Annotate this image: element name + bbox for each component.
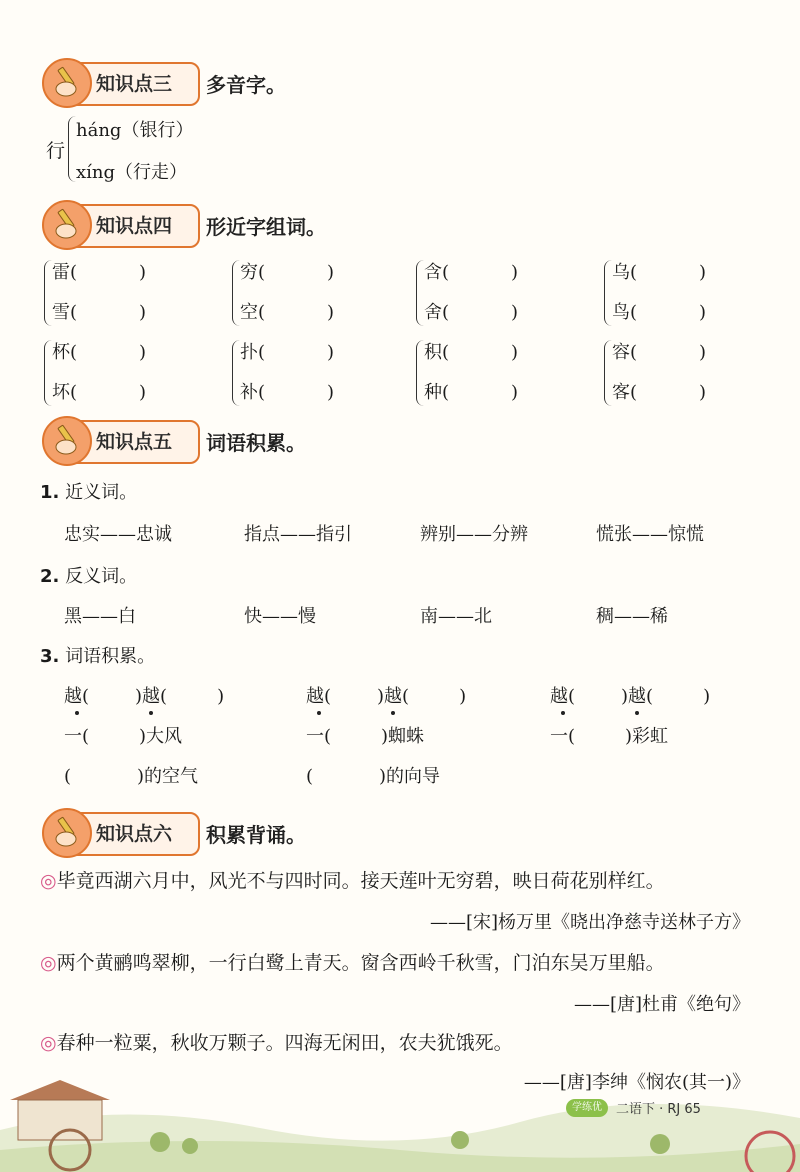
q3-heading: 3. 词语积累。	[40, 646, 156, 667]
similar-char-item: 杯( )	[52, 342, 147, 363]
section-header-6	[44, 812, 604, 858]
q1-heading: 1. 近义词。	[40, 482, 138, 503]
similar-char-item: 容( )	[612, 342, 707, 363]
polyphone-reading-2: xíng（行走）	[76, 162, 188, 183]
pencil-hand-icon	[42, 200, 92, 250]
similar-char-item: 含( )	[424, 262, 519, 283]
section-badge-label: 知识点五	[96, 431, 173, 453]
similar-char-item: 坏( )	[52, 382, 147, 403]
synonym-pair: 辨别——分辨	[420, 524, 528, 545]
similar-char-item: 补( )	[240, 382, 335, 403]
section-title: 形近字组词。	[206, 215, 326, 239]
de-phrase: ( )的空气	[64, 766, 199, 787]
page-info: 二语下 · RJ 65	[616, 1102, 701, 1117]
antonym-pair: 稠——稀	[596, 606, 668, 627]
section-badge-label: 知识点四	[96, 215, 173, 237]
yue-phrase: 越( )越( )	[550, 686, 711, 707]
similar-char-item: 穷( )	[240, 262, 335, 283]
similar-char-item: 乌( )	[612, 262, 707, 283]
yue-phrase: 越( )越( )	[306, 686, 467, 707]
polyphone-reading-1: háng（银行）	[76, 120, 194, 141]
similar-char-item: 扑( )	[240, 342, 335, 363]
synonym-pair: 忠实——忠诚	[64, 524, 172, 545]
similar-char-item: 种( )	[424, 382, 519, 403]
section-header-4	[44, 204, 604, 250]
section-badge-label: 知识点六	[96, 823, 173, 845]
section-header-5	[44, 420, 604, 466]
q2-heading: 2. 反义词。	[40, 566, 138, 587]
antonym-pair: 黑——白	[64, 606, 136, 627]
yi-phrase: 一( )大风	[64, 726, 183, 747]
section-header-3	[44, 62, 604, 108]
similar-char-item: 鸟( )	[612, 302, 707, 323]
yue-phrase: 越( )越( )	[64, 686, 225, 707]
similar-char-item: 积( )	[424, 342, 519, 363]
poem-source: ——[唐]李绅《悯农(其一)》	[523, 1072, 750, 1093]
brand-tag: 学练优	[566, 1099, 608, 1117]
poem-line: ◎两个黄鹂鸣翠柳，一行白鹭上青天。窗含西岭千秋雪，门泊东吴万里船。	[40, 952, 665, 974]
antonym-pair: 南——北	[420, 606, 492, 627]
similar-char-item: 舍( )	[424, 302, 519, 323]
yi-phrase: 一( )彩虹	[550, 726, 669, 747]
poem-source: ——[唐]杜甫《绝句》	[573, 994, 750, 1015]
pencil-hand-icon	[42, 416, 92, 466]
section-badge-label: 知识点三	[96, 73, 173, 95]
antonym-pair: 快——慢	[244, 606, 316, 627]
similar-char-item: 空( )	[240, 302, 335, 323]
poem-line: ◎春种一粒粟，秋收万颗子。四海无闲田，农夫犹饿死。	[40, 1032, 513, 1054]
poem-source: ——[宋]杨万里《晓出净慈寺送林子方》	[429, 912, 750, 933]
section-title: 多音字。	[206, 73, 286, 97]
synonym-pair: 指点——指引	[244, 524, 352, 545]
similar-char-item: 雪( )	[52, 302, 147, 323]
pencil-hand-icon	[42, 808, 92, 858]
poem-line: ◎毕竟西湖六月中，风光不与四时同。接天莲叶无穷碧，映日荷花别样红。	[40, 870, 665, 892]
similar-char-item: 客( )	[612, 382, 707, 403]
pencil-hand-icon	[42, 58, 92, 108]
synonym-pair: 慌张——惊慌	[596, 524, 704, 545]
yi-phrase: 一( )蜘蛛	[306, 726, 425, 747]
similar-char-item: 雷( )	[52, 262, 147, 283]
polyphone-char: 行	[46, 140, 66, 162]
de-phrase: ( )的向导	[306, 766, 441, 787]
footer-landscape-illustration	[0, 1070, 800, 1172]
section-title: 词语积累。	[206, 431, 306, 455]
section-title: 积累背诵。	[206, 823, 306, 847]
